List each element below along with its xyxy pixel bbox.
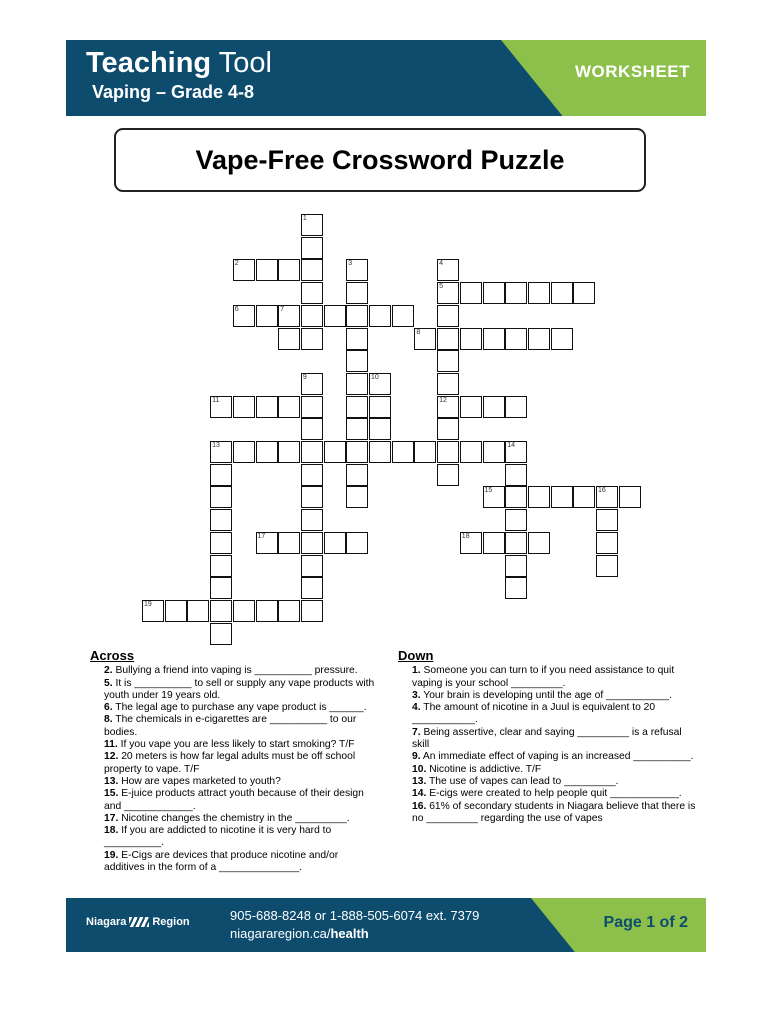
crossword-cell[interactable]	[528, 486, 550, 508]
crossword-cell[interactable]	[210, 600, 232, 622]
crossword-cell[interactable]	[369, 373, 391, 395]
crossword-cell[interactable]	[301, 441, 323, 463]
crossword-cell[interactable]	[573, 282, 595, 304]
crossword-cell[interactable]	[528, 328, 550, 350]
across-clue	[90, 665, 380, 677]
crossword-cell[interactable]	[210, 532, 232, 554]
down-clue-number: 4.	[412, 702, 421, 714]
crossword-cell[interactable]	[233, 600, 255, 622]
across-clue-number: 19.	[104, 849, 119, 861]
clue-number-label: 15	[484, 487, 493, 495]
crossword-cell[interactable]	[483, 486, 505, 508]
crossword-cell[interactable]	[210, 623, 232, 645]
crossword-cell[interactable]	[256, 600, 278, 622]
crossword-cell[interactable]	[278, 396, 300, 418]
crossword-cell[interactable]	[301, 237, 323, 259]
crossword-cell[interactable]	[278, 441, 300, 463]
across-clue-number: 17.	[104, 812, 119, 824]
across-clue	[90, 751, 380, 776]
crossword-cell[interactable]	[528, 282, 550, 304]
clue-number-label: 14	[507, 442, 515, 449]
across-list	[90, 665, 380, 874]
down-list	[398, 665, 698, 825]
crossword-cell[interactable]	[505, 509, 527, 531]
crossword-cell[interactable]	[460, 441, 482, 463]
across-clue-text: It is __________ to sell or supply any vape products with youth under 19 years old.	[104, 677, 375, 701]
crossword-cell[interactable]	[346, 532, 368, 554]
crossword-cell[interactable]	[392, 305, 414, 327]
across-clue-text: If you vape you are less likely to start smoking? T/F	[120, 739, 355, 751]
website-bold: health	[330, 926, 369, 941]
across-clue-text: The legal age to purchase any vape product is ______.	[115, 702, 367, 714]
crossword-cell[interactable]	[324, 441, 346, 463]
crossword-cell[interactable]	[187, 600, 209, 622]
crossword-cell[interactable]	[256, 259, 278, 281]
across-clue	[90, 702, 380, 714]
across-clues	[90, 650, 380, 874]
across-clue	[90, 776, 380, 788]
across-clue-text: Bullying a friend into vaping is __________ pressure.	[115, 665, 358, 677]
crossword-cell[interactable]	[233, 396, 255, 418]
clue-number-label: 10	[371, 373, 379, 381]
across-clue-text: The chemicals in e-cigarettes are __________ to our bodies.	[104, 714, 357, 738]
crossword-cell[interactable]	[437, 373, 459, 395]
across-clue-text: 20 meters is how far legal adults must be off school property to vape. T/F	[104, 751, 356, 775]
clue-number-label: 6	[234, 305, 239, 313]
crossword-cell[interactable]	[165, 600, 187, 622]
clue-number-label: 2	[234, 260, 239, 268]
header-title-light: Tool	[218, 47, 272, 79]
clue-number-label: 11	[212, 396, 220, 404]
crossword-cell[interactable]	[301, 259, 323, 281]
clue-number-label: 13	[212, 442, 220, 449]
crossword-cell[interactable]	[551, 328, 573, 350]
crossword-cell[interactable]	[256, 305, 278, 327]
crossword-cell[interactable]	[301, 214, 323, 236]
worksheet-label: WORKSHEET	[575, 62, 690, 81]
crossword-cell[interactable]	[301, 577, 323, 599]
crossword-cell[interactable]	[414, 328, 436, 350]
clue-number-label: 17	[257, 532, 266, 540]
puzzle-title	[114, 128, 646, 192]
crossword-cell[interactable]	[233, 259, 255, 281]
crossword-cell[interactable]	[346, 486, 368, 508]
phone-numbers: 905-688-8248 or 1-888-505-6074 ext. 7379	[230, 908, 480, 923]
crossword-cell[interactable]	[437, 396, 459, 418]
across-clue-number: 13.	[104, 775, 119, 787]
down-heading: Down	[398, 648, 434, 663]
crossword-cell[interactable]	[278, 600, 300, 622]
crossword-cell[interactable]	[505, 396, 527, 418]
header-title-bold: Teaching	[86, 47, 212, 79]
crossword-cell[interactable]	[278, 328, 300, 350]
across-clue-number: 6.	[104, 702, 113, 714]
down-clue-number: 10.	[412, 763, 427, 775]
crossword-cell[interactable]	[210, 396, 232, 418]
across-clue-text: E-Cigs are devices that produce nicotine and/or additives in the form of a ______________.	[104, 849, 339, 874]
down-clue-number: 16.	[412, 800, 427, 812]
footer-banner	[66, 898, 706, 952]
crossword-cell[interactable]	[346, 259, 368, 281]
website-prefix: niagararegion.ca/	[230, 926, 331, 941]
crossword-cell[interactable]	[346, 328, 368, 350]
crossword-cell[interactable]	[505, 555, 527, 577]
crossword-cell[interactable]	[210, 441, 232, 463]
crossword-cell[interactable]	[596, 509, 618, 531]
down-clue	[398, 776, 698, 788]
crossword-cell[interactable]	[596, 486, 618, 508]
crossword-cell[interactable]	[437, 259, 459, 281]
across-clue-number: 8.	[104, 714, 113, 726]
puzzle-title-text: Vape-Free Crossword Puzzle	[195, 144, 565, 175]
crossword-cell[interactable]	[346, 396, 368, 418]
crossword-cell[interactable]	[324, 305, 346, 327]
crossword-cell[interactable]	[346, 373, 368, 395]
clue-number-label: 8	[416, 328, 421, 336]
crossword-cell[interactable]	[505, 328, 527, 350]
crossword-cell[interactable]	[505, 486, 527, 508]
niagara-region-logo	[86, 916, 190, 928]
crossword-cell[interactable]	[505, 282, 527, 304]
crossword-cell[interactable]	[483, 396, 505, 418]
down-clue-number: 3.	[412, 689, 421, 701]
across-heading: Across	[90, 648, 135, 663]
across-clue-text: If you are addicted to nicotine it is very hard to __________.	[104, 825, 332, 849]
down-clue-number: 9.	[412, 751, 421, 763]
header-banner	[66, 40, 706, 116]
crossword-cell[interactable]	[619, 486, 641, 508]
crossword-cell[interactable]	[142, 600, 164, 622]
down-clue	[398, 801, 698, 826]
crossword-cell[interactable]	[301, 464, 323, 486]
across-clue	[90, 739, 380, 751]
crossword-cell[interactable]	[346, 282, 368, 304]
crossword-cell[interactable]	[460, 396, 482, 418]
crossword-cell[interactable]	[210, 464, 232, 486]
across-clue	[90, 678, 380, 703]
crossword-cell[interactable]	[460, 282, 482, 304]
crossword-cell[interactable]	[437, 328, 459, 350]
crossword-cell[interactable]	[369, 441, 391, 463]
clue-number-label: 5	[439, 283, 443, 291]
clue-number-label: 1	[302, 215, 307, 222]
crossword-cell[interactable]	[505, 441, 527, 463]
crossword-cell[interactable]	[278, 532, 300, 554]
crossword-cell[interactable]	[210, 509, 232, 531]
crossword-cell[interactable]	[210, 555, 232, 577]
crossword-cell[interactable]	[460, 328, 482, 350]
down-clue-text: E-cigs were created to help people quit ____________.	[429, 788, 682, 800]
down-clues	[398, 650, 698, 825]
crossword-cell[interactable]	[301, 328, 323, 350]
clue-number-label: 9	[302, 373, 307, 381]
across-clue	[90, 825, 380, 850]
header-subtitle: Vaping – Grade 4-8	[92, 82, 255, 102]
crossword-cell[interactable]	[437, 282, 459, 304]
across-clue-number: 11.	[104, 739, 118, 751]
crossword-cell[interactable]	[596, 555, 618, 577]
crossword-cell[interactable]	[210, 486, 232, 508]
across-clue-text: How are vapes marketed to youth?	[121, 775, 281, 787]
across-clue-number: 2.	[104, 665, 113, 677]
crossword-cell[interactable]	[301, 418, 323, 440]
down-clue	[398, 702, 698, 727]
crossword-cell[interactable]	[301, 373, 323, 395]
down-clue	[398, 727, 698, 752]
crossword-cell[interactable]	[233, 305, 255, 327]
down-clue-text: 61% of secondary students in Niagara believe that there is no _________ regarding the use of vapes	[412, 800, 696, 824]
crossword-cell[interactable]	[437, 441, 459, 463]
across-clue	[90, 850, 380, 875]
crossword-cell[interactable]	[551, 282, 573, 304]
crossword-cell[interactable]	[483, 282, 505, 304]
crossword-cell[interactable]	[573, 486, 595, 508]
clue-number-label: 12	[439, 396, 447, 404]
crossword-cell[interactable]	[278, 305, 300, 327]
crossword-cell[interactable]	[483, 328, 505, 350]
clue-number-label: 3	[348, 260, 353, 268]
down-clue-text: Someone you can turn to if you need assistance to quit vaping is your school _________.	[412, 665, 675, 689]
crossword-cell[interactable]	[210, 577, 232, 599]
crossword-cell[interactable]	[414, 441, 436, 463]
down-clue	[398, 751, 698, 763]
across-clue-text: Nicotine changes the chemistry in the _________.	[121, 812, 350, 824]
down-clue-text: Being assertive, clear and saying _________ is a refusal skill	[412, 726, 682, 751]
crossword-cell[interactable]	[369, 418, 391, 440]
across-clue-number: 12.	[104, 751, 119, 763]
across-clue-number: 5.	[104, 677, 113, 689]
down-clue	[398, 665, 698, 690]
crossword-cell[interactable]	[301, 396, 323, 418]
crossword-cell[interactable]	[256, 532, 278, 554]
across-clue-text: E-juice products attract youth because of their design and ____________.	[104, 788, 364, 812]
crossword-cell[interactable]	[369, 305, 391, 327]
clue-number-label: 19	[144, 600, 152, 608]
down-clue	[398, 764, 698, 776]
down-clue-number: 14.	[412, 788, 427, 800]
down-clue-text: An immediate effect of vaping is an increased __________.	[422, 751, 694, 763]
crossword-cell[interactable]	[483, 441, 505, 463]
crossword-cell[interactable]	[301, 555, 323, 577]
crossword-cell[interactable]	[437, 305, 459, 327]
clue-number-label: 18	[461, 532, 470, 540]
down-clue-text: The amount of nicotine in a Juul is equivalent to 20 ___________.	[412, 702, 656, 726]
crossword-cell[interactable]	[369, 396, 391, 418]
across-clue-number: 15.	[104, 788, 119, 800]
crossword-cell[interactable]	[278, 259, 300, 281]
down-clue	[398, 690, 698, 702]
crossword-cell[interactable]	[346, 350, 368, 372]
crossword-cell[interactable]	[346, 464, 368, 486]
down-clue-text: The use of vapes can lead to _________.	[429, 775, 619, 787]
website-link[interactable]	[230, 925, 479, 943]
down-clue-text: Nicotine is addictive. T/F	[429, 763, 542, 775]
crossword-cell[interactable]	[233, 441, 255, 463]
crossword-cell[interactable]	[596, 532, 618, 554]
crossword-cell[interactable]	[551, 486, 573, 508]
across-clue	[90, 788, 380, 813]
across-clue-number: 18.	[104, 825, 119, 837]
crossword-cell[interactable]	[437, 418, 459, 440]
crossword-cell[interactable]	[256, 396, 278, 418]
logo-text-right: Region	[152, 916, 190, 928]
across-clue	[90, 714, 380, 739]
down-clue	[398, 788, 698, 800]
crossword-cell[interactable]	[505, 464, 527, 486]
crossword-cell[interactable]	[392, 441, 414, 463]
down-clue-number: 1.	[412, 665, 421, 677]
crossword-cell[interactable]	[301, 509, 323, 531]
clue-number-label: 4	[439, 260, 443, 268]
crossword-cell[interactable]	[346, 418, 368, 440]
crossword-cell[interactable]	[256, 441, 278, 463]
crossword-cell[interactable]	[483, 532, 505, 554]
header-title	[86, 46, 272, 80]
crossword-cell[interactable]	[437, 350, 459, 372]
crossword-cell[interactable]	[505, 532, 527, 554]
crossword-cell[interactable]	[437, 464, 459, 486]
crossword-cell[interactable]	[301, 532, 323, 554]
page-indicator: Page 1 of 2	[603, 914, 688, 931]
crossword-cell[interactable]	[505, 577, 527, 599]
crossword-cell[interactable]	[460, 532, 482, 554]
crossword-cell[interactable]	[324, 532, 346, 554]
crossword-cell[interactable]	[346, 305, 368, 327]
clue-number-label: 7	[280, 305, 285, 313]
down-clue-text: Your brain is developing until the age of ___________.	[423, 689, 672, 701]
crossword-cell[interactable]	[528, 532, 550, 554]
down-clue-number: 13.	[412, 775, 427, 787]
crossword-cell[interactable]	[346, 441, 368, 463]
logo-text-left: Niagara	[86, 916, 127, 928]
contact-info	[230, 907, 479, 943]
across-clue	[90, 813, 380, 825]
niagara-logo-icon	[129, 917, 149, 927]
clue-number-label: 16	[598, 487, 606, 495]
crossword-cell[interactable]	[301, 282, 323, 304]
down-clue-number: 7.	[412, 726, 421, 738]
crossword-cell[interactable]	[301, 486, 323, 508]
crossword-cell[interactable]	[301, 305, 323, 327]
crossword-cell[interactable]	[301, 600, 323, 622]
